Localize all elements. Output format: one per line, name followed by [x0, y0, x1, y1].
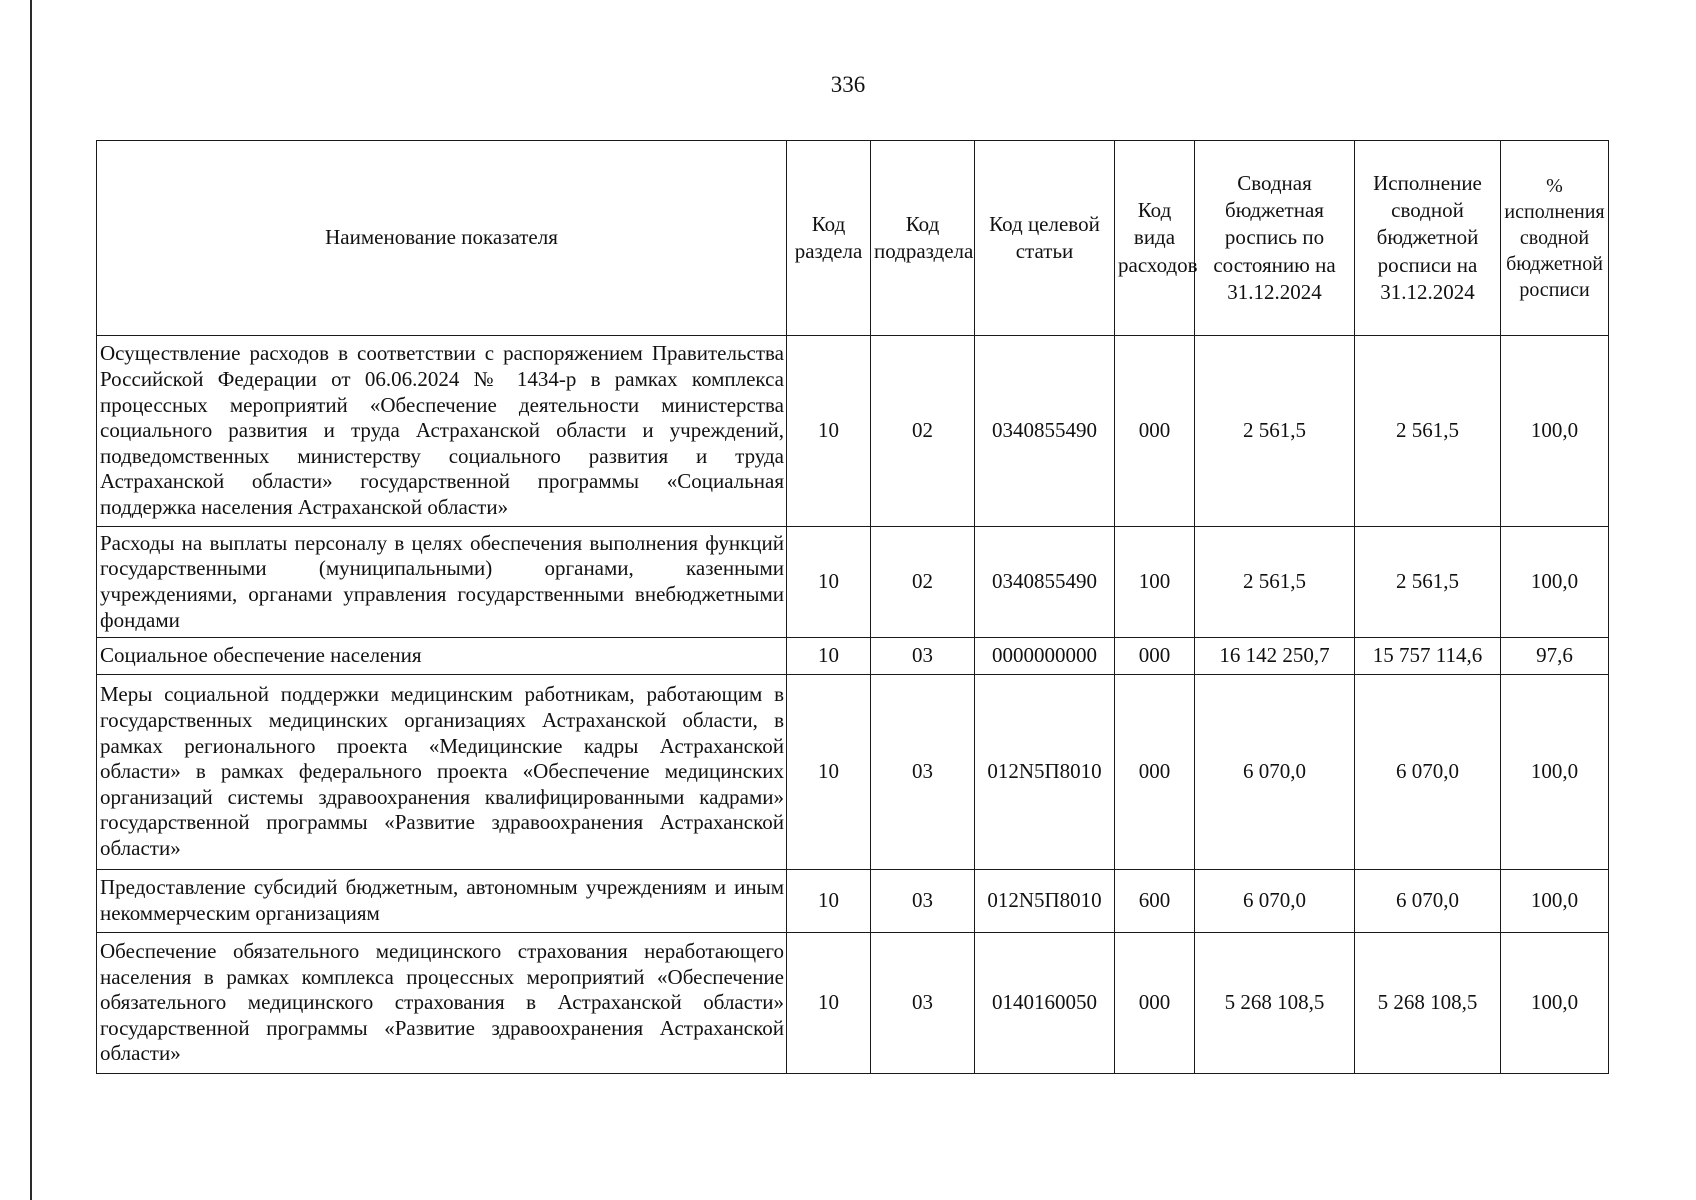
table-row	[97, 638, 1609, 675]
table-row	[97, 675, 1609, 870]
row-subsection-code: 03	[871, 870, 975, 933]
row-target-code: 012N5П8010	[975, 870, 1115, 933]
row-budget-plan: 2 561,5	[1195, 336, 1355, 527]
row-section-code: 10	[787, 638, 871, 675]
row-expense-type-code: 100	[1115, 527, 1195, 638]
row-subsection-code: 03	[871, 675, 975, 870]
header-expense-type-code: Код вида расходов	[1115, 141, 1195, 336]
row-target-code: 0340855490	[975, 336, 1115, 527]
row-name: Обеспечение обязательного медицинского страхования неработающего населения в рамках комплекса процессных мероприятий «Обеспечение обязательного медицинского страхования в Астраханской области» государственной программы «Развитие здравоохранения Астраханской области»	[97, 933, 787, 1074]
row-budget-execution: 6 070,0	[1355, 675, 1501, 870]
header-execution-percent: % исполнения сводной бюджетной росписи	[1501, 141, 1609, 336]
row-budget-execution: 2 561,5	[1355, 336, 1501, 527]
row-subsection-code: 02	[871, 336, 975, 527]
row-execution-percent: 97,6	[1501, 638, 1609, 675]
row-section-code: 10	[787, 870, 871, 933]
row-expense-type-code: 000	[1115, 638, 1195, 675]
row-expense-type-code: 000	[1115, 933, 1195, 1074]
row-budget-execution: 15 757 114,6	[1355, 638, 1501, 675]
row-execution-percent: 100,0	[1501, 933, 1609, 1074]
row-target-code: 0140160050	[975, 933, 1115, 1074]
row-target-code: 0000000000	[975, 638, 1115, 675]
table-row	[97, 527, 1609, 638]
row-section-code: 10	[787, 675, 871, 870]
scan-edge-line	[30, 0, 32, 1200]
header-target-code: Код целевой статьи	[975, 141, 1115, 336]
row-execution-percent: 100,0	[1501, 527, 1609, 638]
row-budget-plan: 5 268 108,5	[1195, 933, 1355, 1074]
header-section-code: Код раздела	[787, 141, 871, 336]
row-execution-percent: 100,0	[1501, 675, 1609, 870]
row-execution-percent: 100,0	[1501, 336, 1609, 527]
table-header-row	[97, 141, 1609, 336]
budget-execution-table	[96, 140, 1609, 1074]
row-name: Меры социальной поддержки медицинским работникам, работающим в государственных медицинских организациях Астраханской области, в рамках регионального проекта «Медицинские кадры Астраханской области» в рамках федерального проекта «Обеспечение медицинских организаций системы здравоохранения квалифицированными кадрами» государственной программы «Развитие здравоохранения Астраханской области»	[97, 675, 787, 870]
row-expense-type-code: 000	[1115, 336, 1195, 527]
page-number: 336	[830, 72, 866, 97]
table-row	[97, 933, 1609, 1074]
row-subsection-code: 02	[871, 527, 975, 638]
row-expense-type-code: 600	[1115, 870, 1195, 933]
row-budget-plan: 2 561,5	[1195, 527, 1355, 638]
table-row	[97, 336, 1609, 527]
row-subsection-code: 03	[871, 638, 975, 675]
row-name: Предоставление субсидий бюджетным, автономным учреждениям и иным некоммерческим организациям	[97, 870, 787, 933]
row-expense-type-code: 000	[1115, 675, 1195, 870]
row-budget-execution: 2 561,5	[1355, 527, 1501, 638]
header-budget-execution: Исполнение сводной бюджетной росписи на 31.12.2024	[1355, 141, 1501, 336]
row-target-code: 012N5П8010	[975, 675, 1115, 870]
row-budget-plan: 6 070,0	[1195, 870, 1355, 933]
row-subsection-code: 03	[871, 933, 975, 1074]
row-section-code: 10	[787, 527, 871, 638]
row-name: Расходы на выплаты персоналу в целях обеспечения выполнения функций государственными (муниципальными) органами, казенными учреждениями, органами управления государственными внебюджетными фондами	[97, 527, 787, 638]
header-subsection-code: Код подраздела	[871, 141, 975, 336]
row-budget-plan: 16 142 250,7	[1195, 638, 1355, 675]
row-budget-execution: 6 070,0	[1355, 870, 1501, 933]
row-budget-plan: 6 070,0	[1195, 675, 1355, 870]
row-section-code: 10	[787, 336, 871, 527]
row-name: Социальное обеспечение населения	[97, 638, 787, 675]
row-section-code: 10	[787, 933, 871, 1074]
row-target-code: 0340855490	[975, 527, 1115, 638]
header-name: Наименование показателя	[97, 141, 787, 336]
header-budget-plan: Сводная бюджетная роспись по состоянию на 31.12.2024	[1195, 141, 1355, 336]
row-budget-execution: 5 268 108,5	[1355, 933, 1501, 1074]
row-name: Осуществление расходов в соответствии с распоряжением Правительства Российской Федерации от 06.06.2024 № 1434-р в рамках комплекса процессных мероприятий «Обеспечение деятельности министерства социального развития и труда Астраханской области и учреждений, подведомственных министерству социального развития и труда Астраханской области» государственной программы «Социальная поддержка населения Астраханской области»	[97, 336, 787, 527]
row-execution-percent: 100,0	[1501, 870, 1609, 933]
table-row	[97, 870, 1609, 933]
